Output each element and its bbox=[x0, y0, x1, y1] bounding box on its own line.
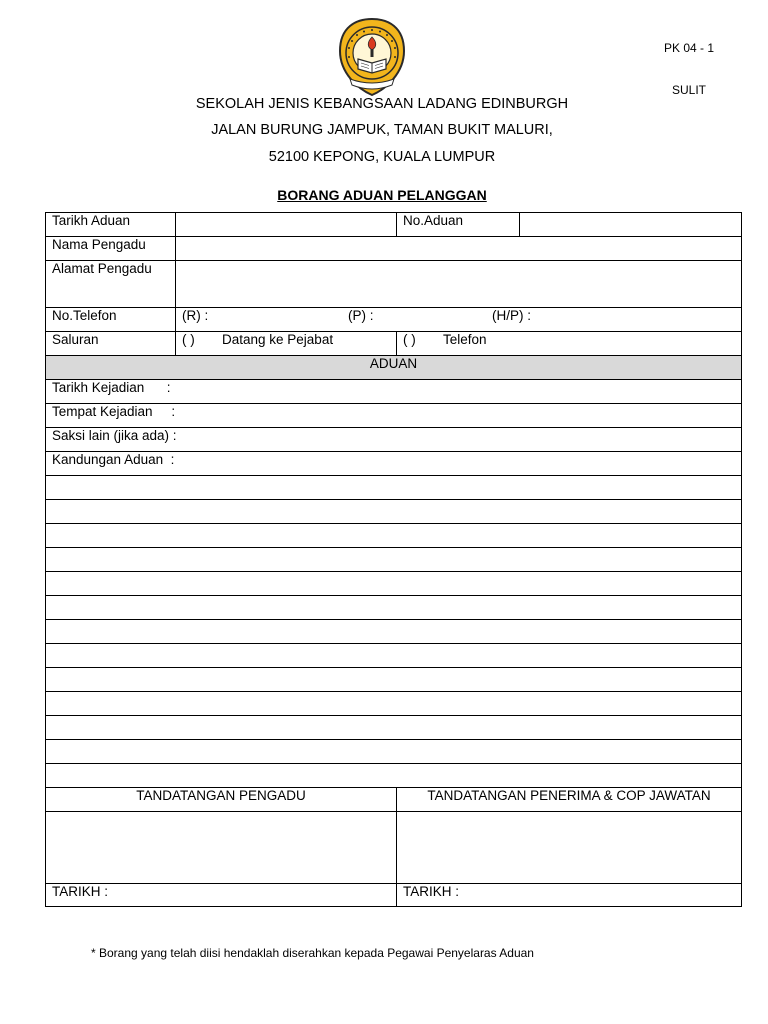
complaint-content-line bbox=[46, 572, 742, 596]
row-complaint-section bbox=[46, 356, 742, 380]
complaint-content-line bbox=[46, 764, 742, 788]
complaint-content-line-field[interactable] bbox=[46, 500, 742, 524]
incident-date-field[interactable] bbox=[46, 380, 742, 404]
channel-option-office[interactable] bbox=[176, 332, 397, 356]
complaint-date-field[interactable] bbox=[176, 213, 397, 237]
complaint-content-line bbox=[46, 716, 742, 740]
phone-home-label: (R) : bbox=[182, 308, 209, 323]
complainant-signature-box[interactable] bbox=[46, 812, 397, 884]
complaint-content-lines bbox=[46, 476, 742, 788]
incident-date-label: Tarikh Kejadian : bbox=[52, 380, 171, 395]
channel-office-label: Datang ke Pejabat bbox=[222, 332, 334, 347]
document-code: PK 04 - 1 bbox=[664, 41, 715, 55]
form-title bbox=[0, 187, 768, 203]
receiver-signature-box[interactable] bbox=[397, 812, 742, 884]
witness-field[interactable] bbox=[46, 428, 742, 452]
complainant-address-label: Alamat Pengadu bbox=[46, 261, 176, 308]
complaint-content-line-field[interactable] bbox=[46, 524, 742, 548]
row-channel bbox=[46, 332, 742, 356]
complaint-content-line-field[interactable] bbox=[46, 668, 742, 692]
form-title-text: BORANG ADUAN PELANGGAN bbox=[277, 187, 487, 203]
phone-field[interactable] bbox=[176, 308, 742, 332]
complaint-content-line bbox=[46, 596, 742, 620]
complainant-sign-date-field[interactable] bbox=[46, 884, 397, 907]
document-classification: SULIT bbox=[672, 83, 707, 97]
row-signature-boxes bbox=[46, 812, 742, 884]
complaint-content-line-field[interactable] bbox=[46, 716, 742, 740]
school-address-line2: 52100 KEPONG, KUALA LUMPUR bbox=[268, 149, 496, 165]
channel-phone-label: Telefon bbox=[443, 332, 487, 347]
incident-place-field[interactable] bbox=[46, 404, 742, 428]
complaint-content-line bbox=[46, 740, 742, 764]
footnote: * Borang yang telah diisi hendaklah diserahkan kepada Pegawai Penyelaras Aduan bbox=[91, 946, 534, 960]
complaint-content-line-field[interactable] bbox=[46, 620, 742, 644]
phone-mobile-label: (H/P) : bbox=[492, 308, 531, 323]
school-crest-icon bbox=[336, 17, 408, 97]
complaint-content-label: Kandungan Aduan : bbox=[52, 452, 175, 467]
row-signature-dates bbox=[46, 884, 742, 907]
complainant-name-field[interactable] bbox=[176, 237, 742, 261]
complaint-content-line-field[interactable] bbox=[46, 740, 742, 764]
complaint-content-line bbox=[46, 692, 742, 716]
row-complainant-address bbox=[46, 261, 742, 308]
row-complainant-name bbox=[46, 237, 742, 261]
row-complaint-date bbox=[46, 213, 742, 237]
complaint-no-field[interactable] bbox=[520, 213, 742, 237]
complaint-no-label: No.Aduan bbox=[397, 213, 520, 237]
complaint-form-table bbox=[45, 212, 742, 907]
complaint-content-line-field[interactable] bbox=[46, 764, 742, 788]
complaint-content-field[interactable] bbox=[46, 452, 742, 476]
channel-phone-checkbox[interactable]: ( ) bbox=[403, 332, 416, 347]
complaint-content-line-field[interactable] bbox=[46, 548, 742, 572]
complaint-date-label: Tarikh Aduan bbox=[46, 213, 176, 237]
row-phone bbox=[46, 308, 742, 332]
row-incident-place bbox=[46, 404, 742, 428]
school-name: SEKOLAH JENIS KEBANGSAAN LADANG EDINBURGH bbox=[195, 96, 569, 112]
complaint-section-header: ADUAN bbox=[46, 356, 742, 380]
channel-option-phone[interactable] bbox=[397, 332, 742, 356]
row-incident-date bbox=[46, 380, 742, 404]
complainant-name-label: Nama Pengadu bbox=[46, 237, 176, 261]
complaint-content-line-field[interactable] bbox=[46, 596, 742, 620]
row-witness bbox=[46, 428, 742, 452]
complaint-content-line bbox=[46, 668, 742, 692]
channel-label: Saluran bbox=[46, 332, 176, 356]
row-signature-headers bbox=[46, 788, 742, 812]
row-complaint-content bbox=[46, 452, 742, 476]
receiver-signature-label: TANDATANGAN PENERIMA & COP JAWATAN bbox=[397, 788, 742, 812]
school-address-line1: JALAN BURUNG JAMPUK, TAMAN BUKIT MALURI, bbox=[211, 122, 553, 138]
complaint-content-line-field[interactable] bbox=[46, 572, 742, 596]
receiver-sign-date-label: TARIKH : bbox=[403, 884, 460, 899]
complaint-content-line-field[interactable] bbox=[46, 692, 742, 716]
complainant-signature-label: TANDATANGAN PENGADU bbox=[46, 788, 397, 812]
witness-label: Saksi lain (jika ada) : bbox=[52, 428, 177, 443]
phone-office-label: (P) : bbox=[348, 308, 374, 323]
phone-label: No.Telefon bbox=[46, 308, 176, 332]
complaint-content-line-field[interactable] bbox=[46, 644, 742, 668]
incident-place-label: Tempat Kejadian : bbox=[52, 404, 176, 419]
complainant-address-field[interactable] bbox=[176, 261, 742, 308]
receiver-sign-date-field[interactable] bbox=[397, 884, 742, 907]
complaint-content-line bbox=[46, 476, 742, 500]
complaint-content-line-field[interactable] bbox=[46, 476, 742, 500]
complaint-content-line bbox=[46, 500, 742, 524]
complaint-content-line bbox=[46, 524, 742, 548]
complaint-content-line bbox=[46, 644, 742, 668]
complainant-sign-date-label: TARIKH : bbox=[52, 884, 109, 899]
complaint-content-line bbox=[46, 548, 742, 572]
channel-office-checkbox[interactable]: ( ) bbox=[182, 332, 195, 347]
complaint-content-line bbox=[46, 620, 742, 644]
